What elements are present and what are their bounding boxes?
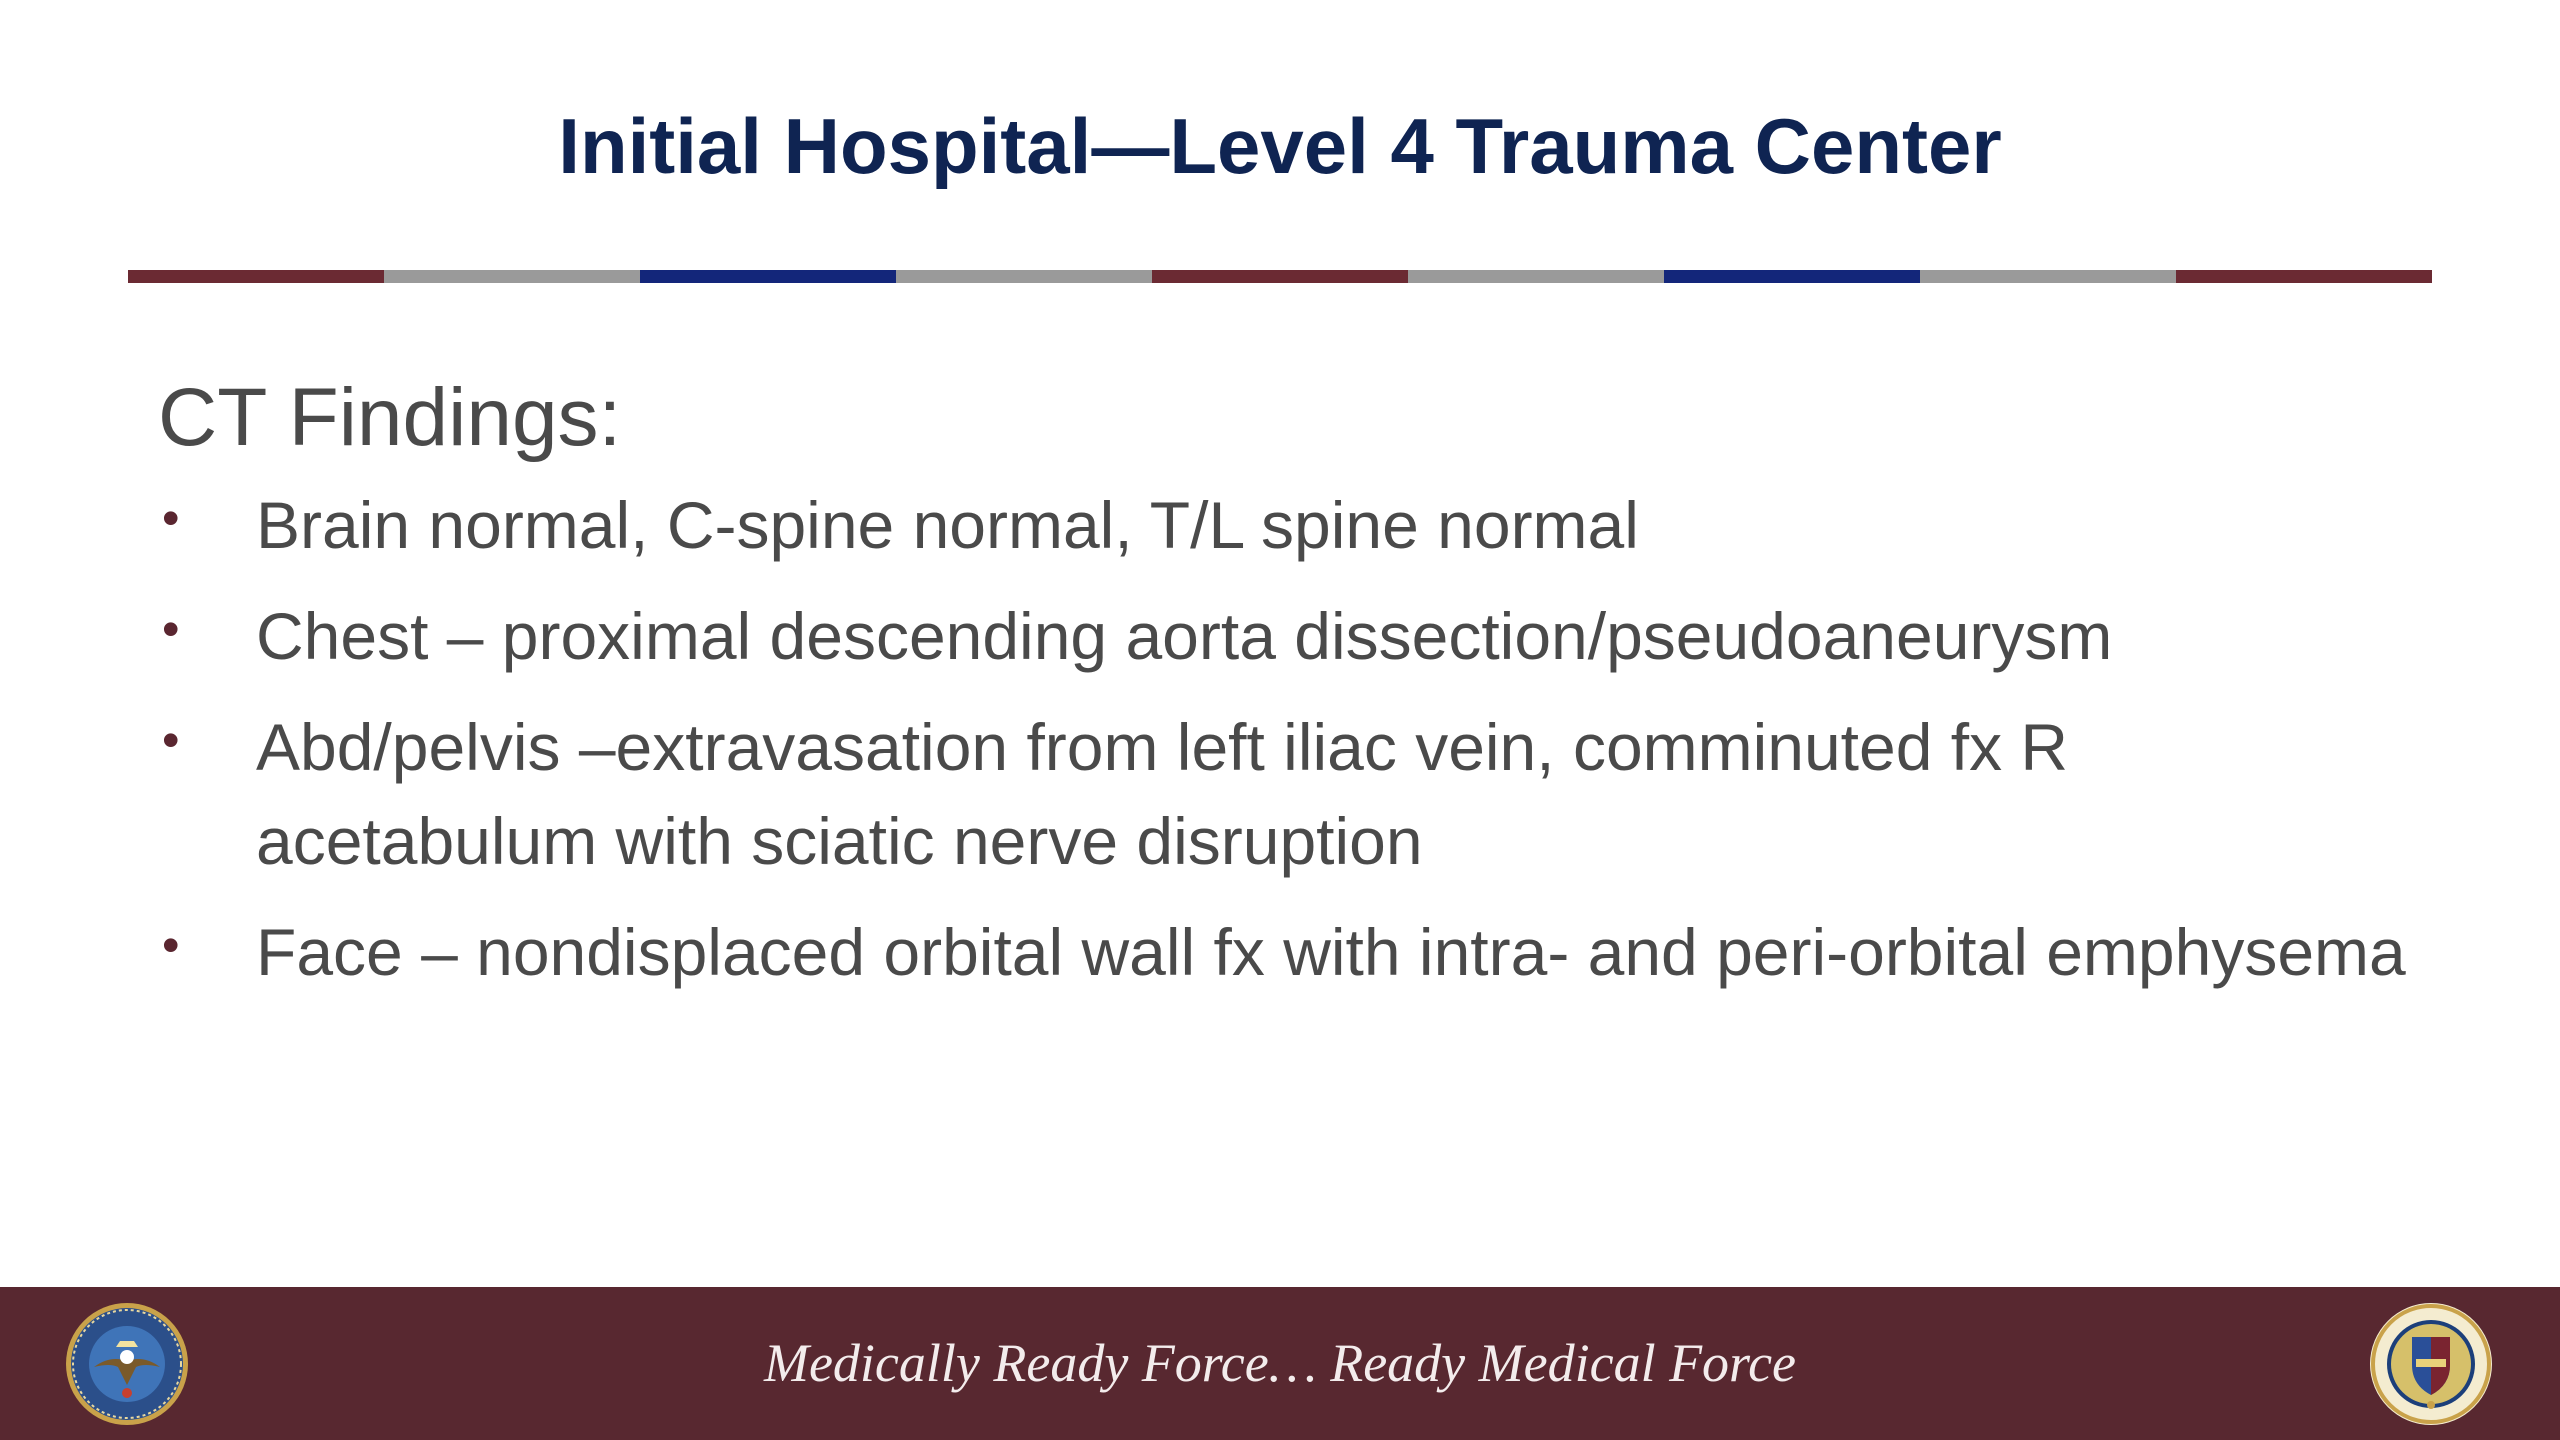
divider-segment bbox=[1152, 270, 1408, 283]
bullet-marker: • bbox=[162, 490, 180, 546]
bullet-text: Chest – proximal descending aorta dissection/pseudoaneurysm bbox=[256, 599, 2113, 673]
divider-segment bbox=[2176, 270, 2432, 283]
bullet-marker: • bbox=[162, 601, 180, 657]
divider-segment bbox=[896, 270, 1152, 283]
bullet-list bbox=[158, 478, 2418, 999]
section-heading: CT Findings: bbox=[158, 372, 622, 463]
bullet-marker: • bbox=[162, 712, 180, 768]
bullet-text: Brain normal, C-spine normal, T/L spine normal bbox=[256, 488, 1639, 562]
divider-segment bbox=[1920, 270, 2176, 283]
divider-segment bbox=[1408, 270, 1664, 283]
bullet-item bbox=[158, 905, 2418, 999]
divider-segment bbox=[640, 270, 896, 283]
defense-health-agency-seal-icon bbox=[2368, 1301, 2494, 1427]
bullet-item bbox=[158, 700, 2418, 888]
slide-title: Initial Hospital—Level 4 Trauma Center bbox=[558, 102, 2002, 190]
bullet-marker: • bbox=[162, 917, 180, 973]
footer-tagline: Medically Ready Force… Ready Medical Force bbox=[763, 1333, 1797, 1393]
divider-segment bbox=[1664, 270, 1920, 283]
bullet-item bbox=[158, 589, 2418, 683]
title-divider bbox=[128, 270, 2432, 283]
bullet-item bbox=[158, 478, 2418, 572]
department-of-defense-seal-icon bbox=[64, 1301, 190, 1427]
footer-bar bbox=[0, 1287, 2560, 1440]
divider-segment bbox=[384, 270, 640, 283]
divider-segment bbox=[128, 270, 384, 283]
bullet-text: Abd/pelvis –extravasation from left iliac vein, comminuted fx R acetabulum with sciatic nerve disruption bbox=[256, 710, 2069, 878]
bullet-text: Face – nondisplaced orbital wall fx with intra- and peri-orbital emphysema bbox=[256, 915, 2406, 989]
slide-body bbox=[158, 368, 2418, 1016]
